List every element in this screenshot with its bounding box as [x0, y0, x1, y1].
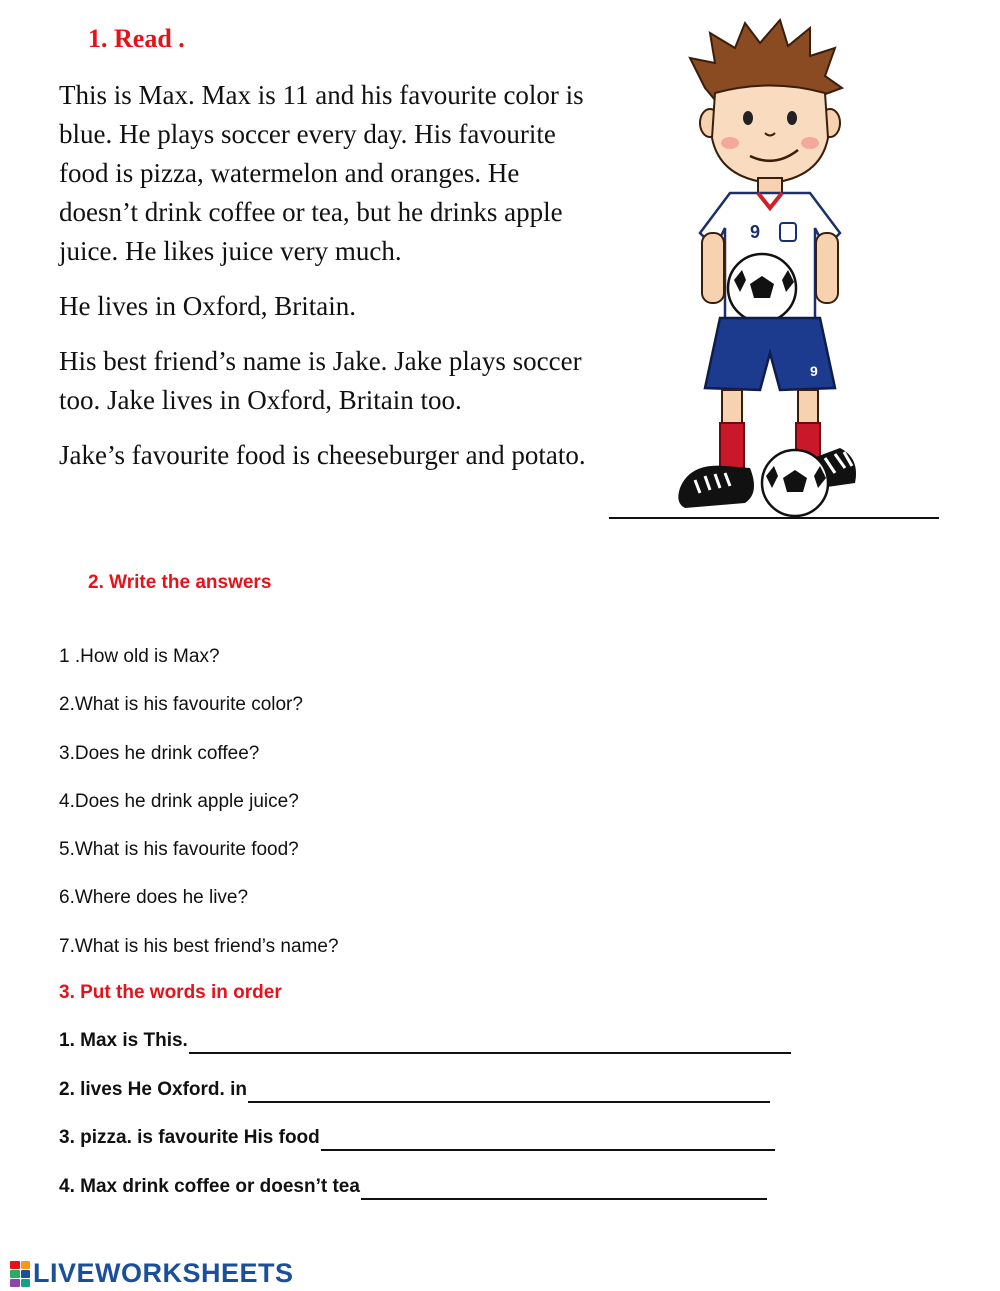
answer-line[interactable]: [189, 1030, 791, 1054]
question-item: 5.What is his favourite food?: [59, 839, 299, 861]
question-item: 4.Does he drink apple juice?: [59, 790, 299, 812]
question-item: 7.What is his best friend’s name?: [59, 935, 339, 957]
section1-title: 1. Read .: [88, 24, 185, 53]
scrambled-sentence: 1. Max is This.: [59, 1030, 188, 1051]
section3-title: 3. Put the words in order: [59, 982, 282, 1003]
question-item: 1 .How old is Max?: [59, 646, 220, 667]
reading-passage: [59, 76, 599, 491]
scrambled-sentence: 2. lives He Oxford. in: [59, 1078, 247, 1100]
passage-paragraph: He lives in Oxford, Britain.: [59, 291, 356, 321]
word-order-item: [59, 1079, 791, 1128]
word-order-item: [59, 1127, 791, 1176]
question-item: 2.What is his favourite color?: [59, 694, 303, 716]
word-order-item: [59, 1030, 791, 1079]
answer-line[interactable]: [321, 1127, 775, 1151]
brand-name: LIVEWORKSHEETS: [33, 1258, 294, 1288]
answer-line[interactable]: [248, 1079, 770, 1103]
word-order-item: [59, 1176, 791, 1225]
passage-paragraph: His best friend’s name is Jake. Jake plays soccer too. Jake lives in Oxford, Britain too.: [59, 346, 582, 415]
shirt-number: 9: [750, 222, 761, 242]
scrambled-sentence: 3. pizza. is favourite His food: [59, 1127, 320, 1149]
shorts-number: 9: [810, 363, 818, 379]
question-list: [59, 644, 339, 982]
caption-answer-line[interactable]: [609, 517, 939, 519]
answer-line[interactable]: [361, 1176, 767, 1200]
soccer-player-illustration: [670, 18, 870, 523]
question-item: 6.Where does he live?: [59, 887, 249, 909]
liveworksheets-logo-icon: [10, 1261, 30, 1287]
passage-paragraph: This is Max. Max is 11 and his favourite color is blue. He plays soccer every day. His favourite food is pizza, watermelon and oranges. He doesn’t drink coffee or tea, but he drinks apple juice. He likes juice very much.: [59, 80, 584, 266]
section2-title: 2. Write the answers: [88, 572, 272, 593]
word-order-list: [59, 1030, 791, 1224]
liveworksheets-logo: [10, 1258, 294, 1289]
scrambled-sentence: 4. Max drink coffee or doesn’t tea: [59, 1175, 360, 1197]
passage-paragraph: Jake’s favourite food is cheeseburger and potato.: [59, 440, 586, 470]
question-item: 3.Does he drink coffee?: [59, 742, 260, 764]
